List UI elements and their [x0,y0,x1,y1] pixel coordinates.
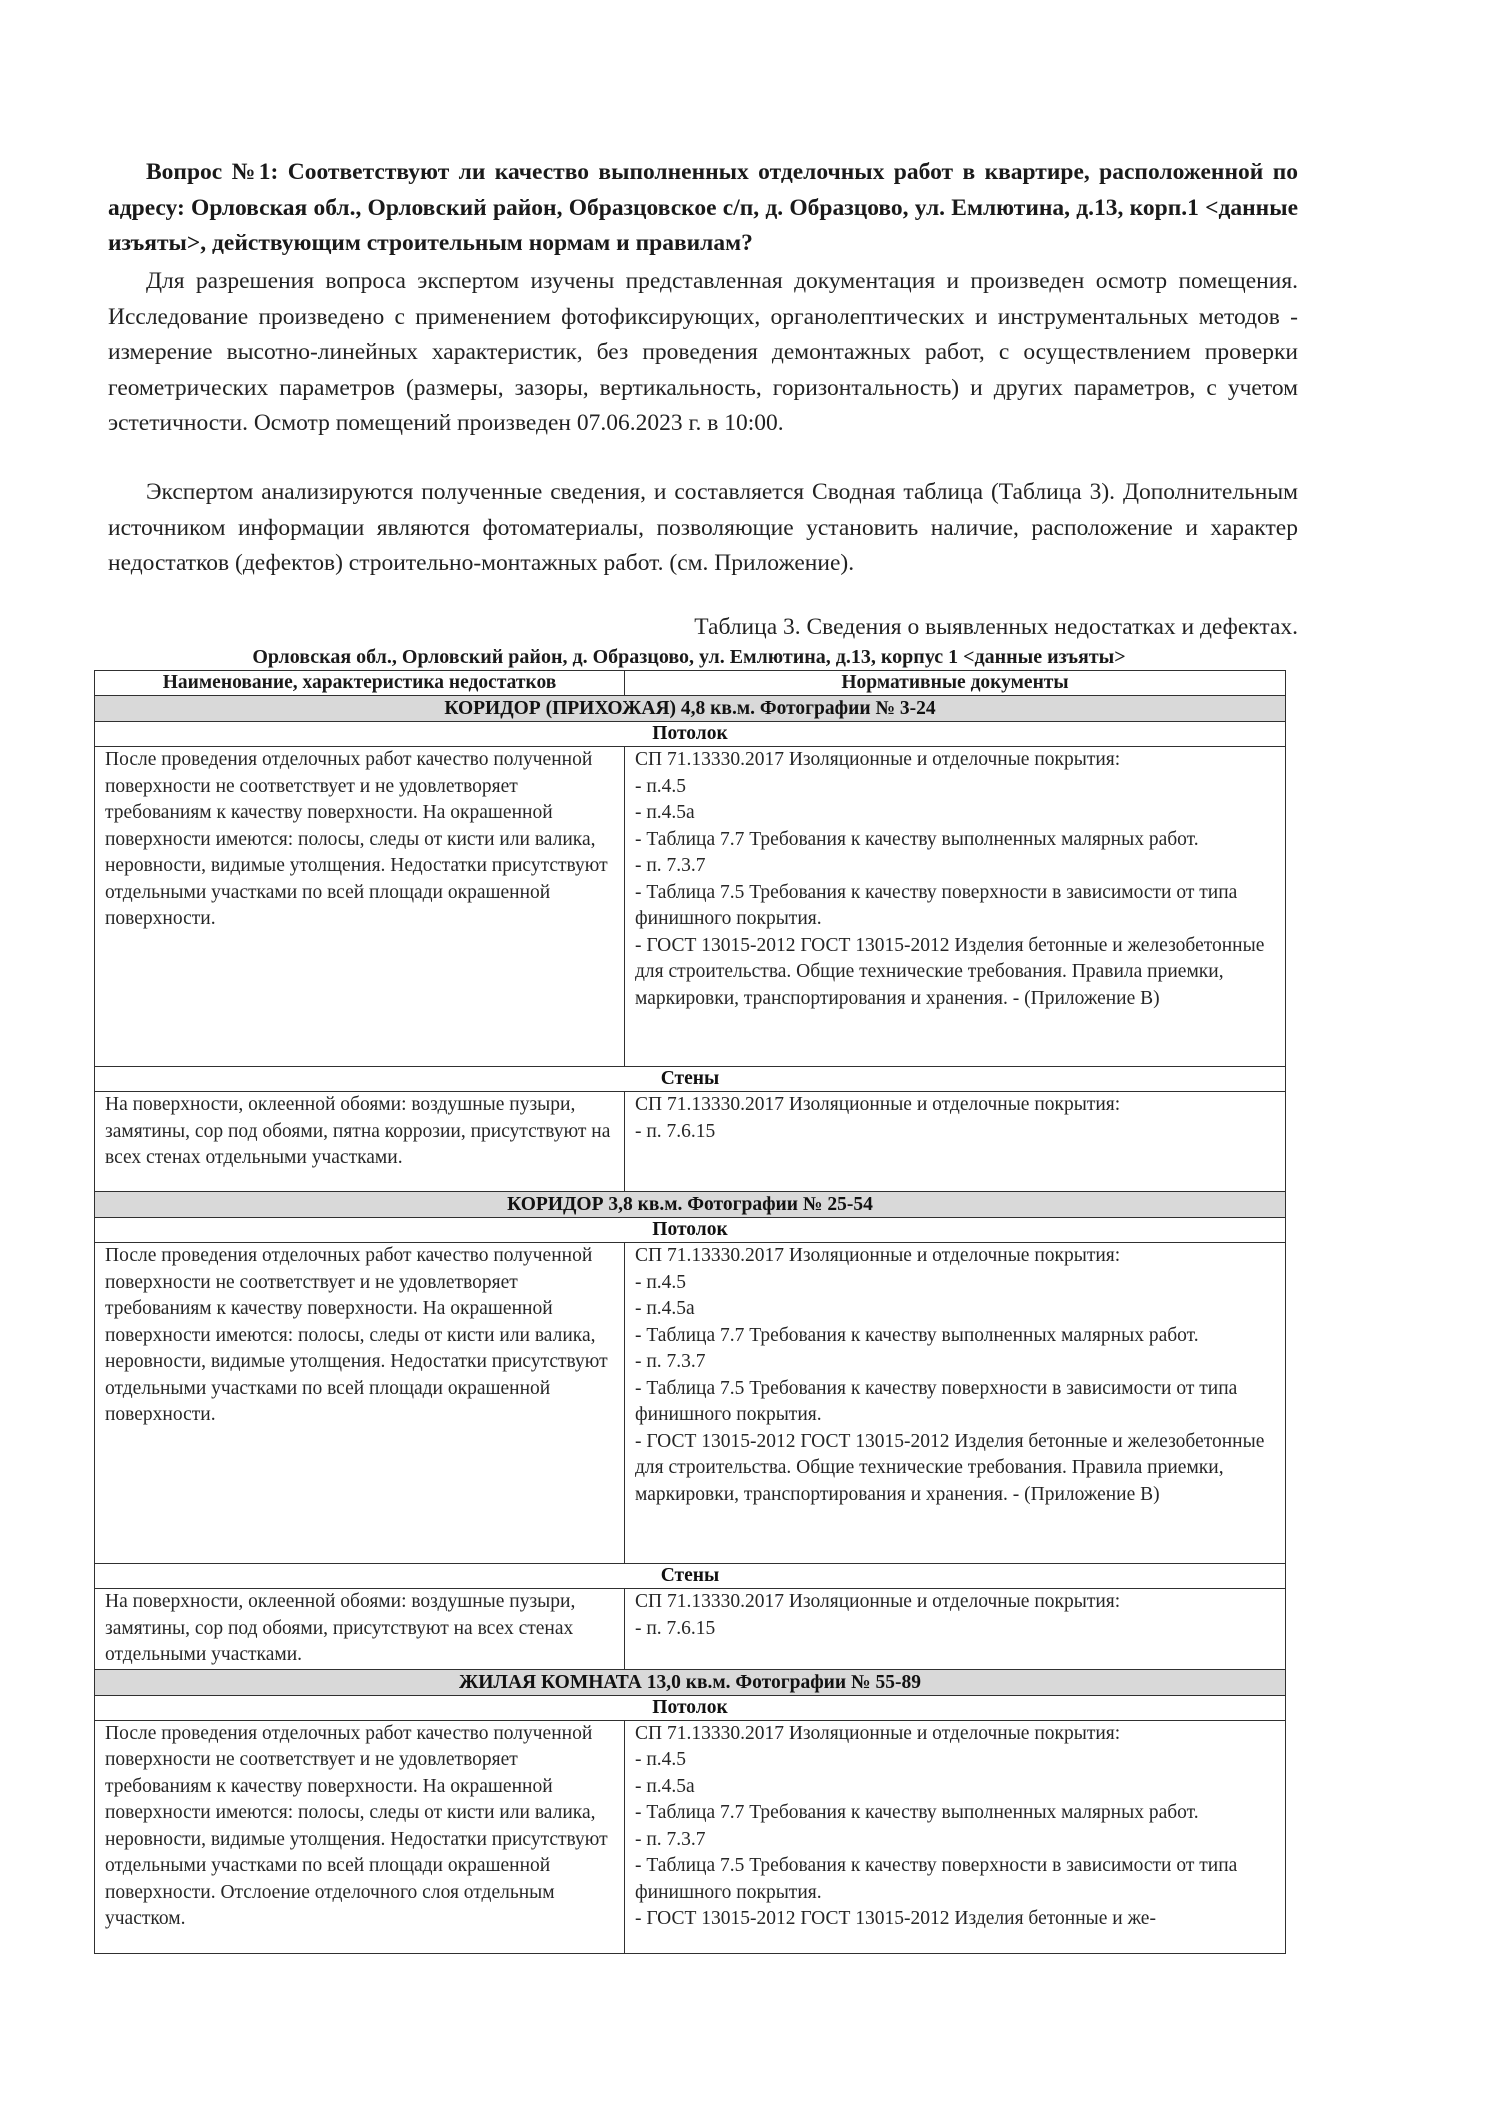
norms-cell: СП 71.13330.2017 Изоляционные и отделочные покрытия: - п.4.5 - п.4.5а - Таблица 7.7 Требования к качеству выполненных малярных работ. - п. 7.3.7 - Таблица 7.5 Требования к качеству поверхности в зависимости от типа финишного покрытия. - ГОСТ 13015-2012 ГОСТ 13015-2012 Изделия бетонные и железобетонные для строительства. Общие технические требования. Правила приемки, маркировки, транспортирования и хранения. - (Приложение В) [625,747,1286,1067]
norms-cell: СП 71.13330.2017 Изоляционные и отделочные покрытия: - п. 7.6.15 [625,1092,1286,1192]
norms-cell: СП 71.13330.2017 Изоляционные и отделочные покрытия: - п. 7.6.15 [625,1589,1286,1670]
paragraph-analysis: Экспертом анализируются полученные сведения, и составляется Сводная таблица (Таблица 3). Дополнительным источником информации являются фотоматериалы, позволяющие установить наличие, расположение и характер недостатков (дефектов) строительно-монтажных работ. (см. Приложение). [108,479,1298,576]
subsection-row [95,1067,1286,1092]
table-row [95,1092,1286,1192]
defect-cell: После проведения отделочных работ качество полученной поверхности не соответствует и не удовлетворяет требованиям к качеству поверхности. На окрашенной поверхности имеются: полосы, следы от кисти или валика, неровности, видимые утолщения. Недостатки присутствуют отдельными участками по всей площади окрашенной поверхности. [95,1243,625,1564]
defects-table [94,670,1286,1954]
section-title: КОРИДОР 3,8 кв.м. Фотографии № 25-54 [95,1192,1286,1218]
defect-cell: После проведения отделочных работ качество полученной поверхности не соответствует и не удовлетворяет требованиям к качеству поверхности. На окрашенной поверхности имеются: полосы, следы от кисти или валика, неровности, видимые утолщения. Недостатки присутствуют отдельными участками по всей площади окрашенной поверхности. [95,747,625,1067]
section-title: КОРИДОР (ПРИХОЖАЯ) 4,8 кв.м. Фотографии № 3-24 [95,696,1286,722]
table-row [95,1589,1286,1670]
section-row [95,696,1286,722]
section-row [95,1669,1286,1695]
norms-cell: СП 71.13330.2017 Изоляционные и отделочные покрытия: - п.4.5 - п.4.5а - Таблица 7.7 Требования к качеству выполненных малярных работ. - п. 7.3.7 - Таблица 7.5 Требования к качеству поверхности в зависимости от типа финишного покрытия. - ГОСТ 13015-2012 ГОСТ 13015-2012 Изделия бетонные и же- [625,1720,1286,1953]
table-header-row [95,671,1286,696]
subsection-ceiling: Потолок [95,722,1286,747]
subsection-row [95,722,1286,747]
subsection-row [95,1695,1286,1720]
defect-cell: После проведения отделочных работ качество полученной поверхности не соответствует и не удовлетворяет требованиям к качеству поверхности. На окрашенной поверхности имеются: полосы, следы от кисти или валика, неровности, видимые утолщения. Недостатки присутствуют отдельными участками по всей площади окрашенной поверхности. Отслоение отделочного слоя отдельным участком. [95,1720,625,1953]
section-row [95,1192,1286,1218]
question-heading: Вопрос №1: Соответствуют ли качество выполненных отделочных работ в квартире, расположенной по адресу: Орловская обл., Орловский район, Образцовское с/п, д. Образцово, ул. Емлютина, д.13, корп.1 <данные изъяты>, действующим строительным нормам и правилам? [108,159,1298,256]
table-row [95,1720,1286,1953]
table-row [95,1243,1286,1564]
subsection-walls: Стены [95,1564,1286,1589]
header-defects: Наименование, характеристика недостатков [95,671,625,696]
subsection-row [95,1564,1286,1589]
subsection-ceiling: Потолок [95,1218,1286,1243]
defect-cell: На поверхности, оклеенной обоями: воздушные пузыри, замятины, сор под обоями, присутствуют на всех стенах отдельными участками. [95,1589,625,1670]
table-row [95,747,1286,1067]
header-norms: Нормативные документы [625,671,1286,696]
subsection-walls: Стены [95,1067,1286,1092]
defect-cell: На поверхности, оклеенной обоями: воздушные пузыри, замятины, сор под обоями, пятна коррозии, присутствуют на всех стенах отдельными участками. [95,1092,625,1192]
norms-cell: СП 71.13330.2017 Изоляционные и отделочные покрытия: - п.4.5 - п.4.5а - Таблица 7.7 Требования к качеству выполненных малярных работ. - п. 7.3.7 - Таблица 7.5 Требования к качеству поверхности в зависимости от типа финишного покрытия. - ГОСТ 13015-2012 ГОСТ 13015-2012 Изделия бетонные и железобетонные для строительства. Общие технические требования. Правила приемки, маркировки, транспортирования и хранения. - (Приложение В) [625,1243,1286,1564]
paragraph-method: Для разрешения вопроса экспертом изучены представленная документация и произведен осмотр помещения. Исследование произведено с применением фотофиксирующих, органолептических и инструментальных методов - измерение высотно-линейных характеристик, без проведения демонтажных работ, с осуществлением проверки геометрических параметров (размеры, зазоры, вертикальность, горизонтальность) и других параметров, с учетом эстетичности. Осмотр помещений произведен 07.06.2023 г. в 10:00. [108,268,1298,436]
table-caption: Таблица 3. Сведения о выявленных недостатках и дефектах. [694,614,1298,640]
subsection-row [95,1218,1286,1243]
table-address: Орловская обл., Орловский район, д. Образцово, ул. Емлютина, д.13, корпус 1 <данные изъяты> [252,646,1126,668]
subsection-ceiling: Потолок [95,1695,1286,1720]
section-title: ЖИЛАЯ КОМНАТА 13,0 кв.м. Фотографии № 55-89 [95,1669,1286,1695]
